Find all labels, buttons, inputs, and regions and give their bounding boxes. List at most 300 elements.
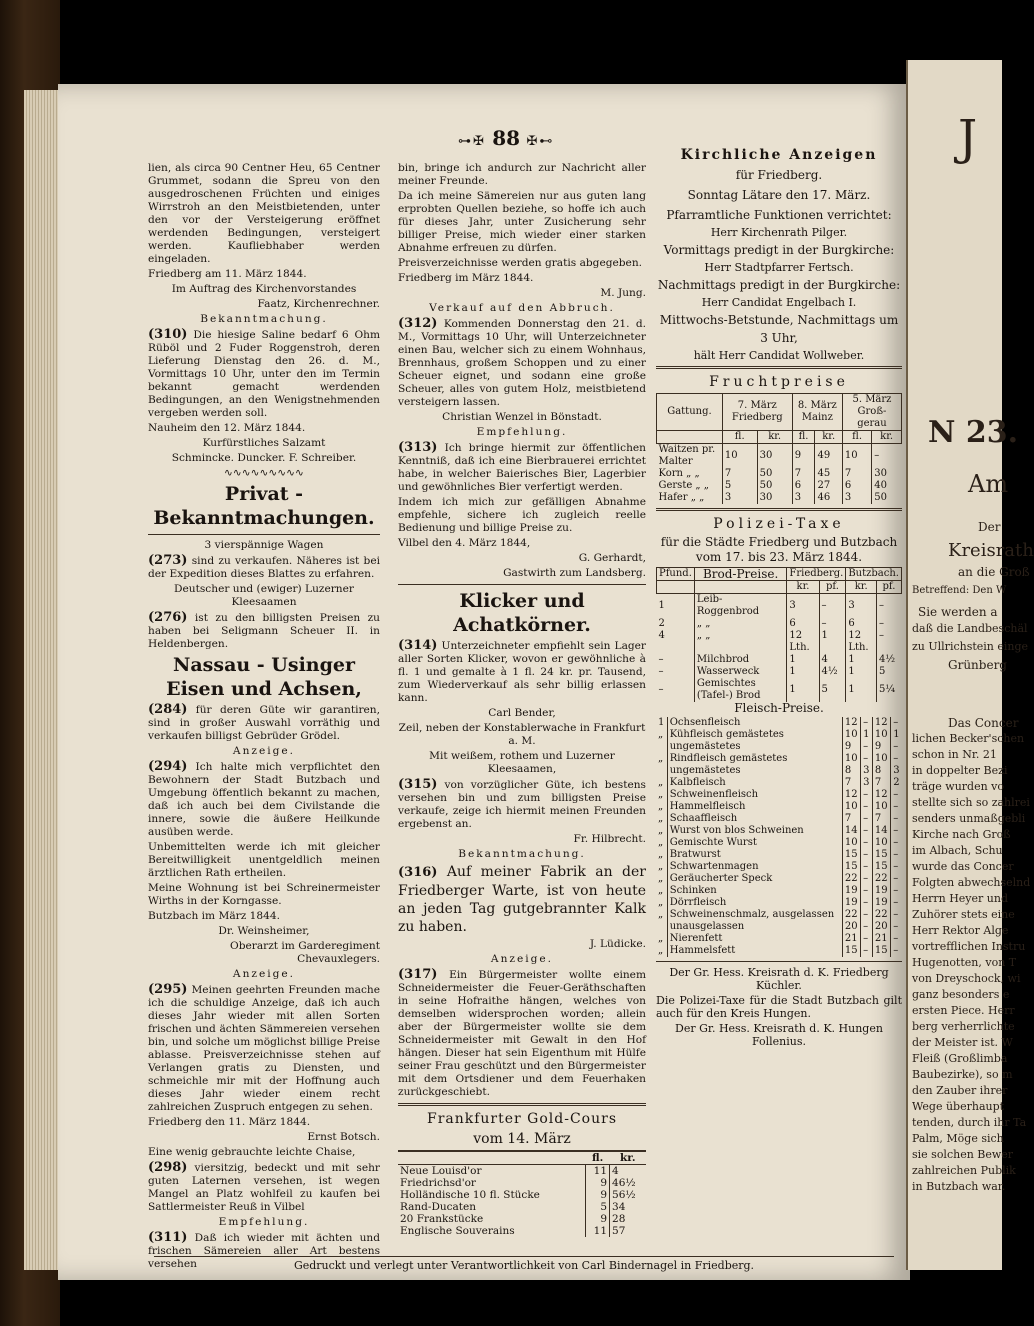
ad-heading-klicker: Klicker und Achatkörner. — [453, 590, 591, 636]
table-cell: 7 — [842, 813, 860, 825]
table-cell: Rindfleisch gemästetes — [667, 753, 842, 765]
table-row — [656, 753, 902, 765]
facing-text: Baubezirke), so m — [912, 1068, 1013, 1081]
table-cell: 8 — [872, 765, 890, 777]
section-heading: Anzeige. — [232, 745, 296, 757]
table-cell: – — [861, 897, 873, 909]
table-row — [656, 885, 902, 897]
table-cell: – — [891, 945, 902, 957]
table-cell: Kühfleisch gemästetes — [667, 729, 842, 741]
gold-cours-title: Frankfurter Gold-Cours — [426, 1111, 617, 1127]
table-cell: 7 — [872, 777, 890, 789]
table-cell — [657, 642, 695, 654]
table-cell: 19 — [842, 897, 860, 909]
table-cell: ungemästetes — [667, 741, 842, 753]
table-row: Holländische 10 fl. Stücke 9 56½ — [398, 1189, 646, 1201]
table-cell: 10 — [872, 837, 890, 849]
table-header: Friedberg. — [787, 568, 846, 581]
imprint-footer: Gedruckt und verlegt unter Verantwortlichkeit von Carl Bindernagel in Friedberg. — [154, 1256, 894, 1272]
facing-text: tenden, durch ihr Ta — [912, 1116, 1027, 1129]
notice-text: Da ich meine Sämereien nur aus guten lang erprobten Quellen beziehe, so hoffe ich auch für dieses Jahr, unter Zusicherung sehr billiger Preise, mich wieder einer starken Abnahme erfreuen zu dürfen. — [398, 190, 646, 254]
kirchliche-title: Kirchliche Anzeigen — [680, 147, 878, 163]
table-header: fl. — [591, 1152, 604, 1164]
notice-signature: Dr. Weinsheimer, — [218, 925, 310, 937]
table-header: Butzbach. — [846, 568, 902, 581]
table-cell: 1 — [861, 729, 873, 741]
notice-314: (314) Unterzeichneter empfiehlt sein Lager aller Sorten Klicker, wovon er gewöhnliche à fl. 1 und gemalte à 1 fl. 24 kr. pr. Tausend, zum Wiederverkauf als sehr billig erlassen kann. — [398, 638, 646, 704]
table-cell: 10 — [872, 729, 890, 741]
facing-text: Kreisrath — [948, 540, 1034, 561]
notice-text: Indem ich mich zur gefälligen Abnahme empfehle, sichere ich zugleich reelle Bedienung und billige Preise zu. — [398, 496, 646, 534]
polizei-taxe-title: Polizei-Taxe — [713, 516, 845, 532]
pfarr-name: Herr Kirchenrath Pilger. — [710, 226, 848, 239]
table-cell: „ — [658, 813, 664, 824]
table-header: Gattung. — [657, 394, 723, 431]
fruchtpreise-title: Fruchtpreise — [709, 374, 849, 390]
table-cell: – — [819, 594, 846, 619]
table-cell: Hammelfleisch — [667, 801, 842, 813]
table-cell: – — [891, 837, 902, 849]
table-cell: 12 — [787, 630, 819, 642]
table-cell: 1 — [787, 678, 819, 702]
notice-date: Nauheim den 12. März 1844. — [148, 422, 306, 434]
notice-text: Preisverzeichnisse werden gratis abgegeben. — [398, 257, 643, 269]
table-header: Brod-Preise. — [694, 568, 787, 581]
facing-text: senders unmaßgebli — [912, 812, 1026, 825]
notice-276: (276) ist zu den billigsten Preisen zu haben bei Seligmann Scheuer II. in Heldenbergen. — [148, 610, 380, 650]
table-cell: – — [819, 618, 846, 630]
notice-311: (311) Daß ich wieder mit ächten und frischen Sämereien aller Art bestens versehen — [148, 1230, 381, 1270]
table-row — [656, 909, 902, 921]
column-3 — [656, 146, 902, 1050]
table-row: Korn „ „ 7 50 7 45 7 30 — [657, 468, 902, 480]
table-cell: 10 — [872, 801, 890, 813]
table-cell — [656, 741, 667, 753]
notice-signature: Fr. Hilbrecht. — [573, 833, 646, 845]
table-cell: – — [658, 684, 664, 695]
table-cell: 1 — [787, 666, 819, 678]
facing-text: stellte sich so zahlrei — [912, 796, 1030, 809]
facing-page — [906, 60, 1034, 1270]
divider — [398, 1103, 646, 1106]
facing-text: Zuhörer stets eine — [912, 908, 1015, 921]
section-heading: Anzeige. — [490, 953, 554, 965]
table-row: Neue Louisd'or 11 4 — [398, 1165, 646, 1178]
table-cell — [694, 642, 787, 654]
table-cell: 15 — [842, 861, 860, 873]
issue-number: N 23. — [928, 415, 1019, 450]
note: Die Polizei-Taxe für die Stadt Butzbach gilt auch für den Kreis Hungen. — [656, 994, 902, 1020]
table-cell: „ — [658, 885, 664, 896]
table-row — [656, 729, 902, 741]
notice-316: (316) Auf meiner Fabrik an der Friedberger Warte, ist von heute an jeden Tag gutgebrannter Kalk zu haben. — [398, 864, 646, 935]
notice-298: (298) viersitzig, bedeckt und mit sehr guten Laternen versehen, ist wegen Mangel an Platz wohlfeil zu kaufen bei Sattlermeister Reuß in Vilbel — [148, 1160, 380, 1213]
table-cell: 12 — [872, 789, 890, 801]
table-cell: Schweinenfleisch — [667, 789, 842, 801]
notice-date: Friedberg am 11. März 1844. — [148, 268, 307, 280]
table-cell: Wasserweck — [694, 666, 787, 678]
table-cell: 3 — [861, 765, 873, 777]
gold-cours-table — [398, 1150, 646, 1237]
facing-text: träge wurden vo — [912, 780, 1005, 793]
table-row — [656, 741, 902, 753]
table-cell: 14 — [842, 825, 860, 837]
table-cell: Kalbfleisch — [667, 777, 842, 789]
table-cell: – — [861, 885, 873, 897]
table-cell: „ „ — [694, 630, 787, 642]
facing-text: Folgten abwechselnd — [912, 876, 1031, 889]
facing-text: Grünberg — [948, 658, 1007, 672]
table-row — [656, 921, 902, 933]
notice-date: Vilbel den 4. März 1844, — [398, 537, 531, 549]
notice-313: (313) Ich bringe hiermit zur öffentlichen Kenntniß, daß ich eine Bierbrauerei errichtet habe, in welcher Baierisches Bier, Lagerbier und gewöhnliches Bier verfertigt werden. — [398, 440, 646, 493]
table-cell: unausgelassen — [667, 921, 842, 933]
table-cell: „ — [658, 825, 664, 836]
facing-text: zahlreichen Publik — [912, 1164, 1016, 1177]
table-cell: 14 — [872, 825, 890, 837]
table-cell: 4 — [819, 654, 846, 666]
table-row — [656, 837, 902, 849]
table-cell: 1 — [658, 717, 665, 728]
table-cell: 10 — [842, 729, 860, 741]
table-cell: Lth. — [846, 642, 877, 654]
gold-cours-date: vom 14. März — [473, 1131, 571, 1147]
table-cell: 1 — [891, 729, 902, 741]
signature: Der Gr. Hess. Kreisrath d. K. Friedberg Küchler. — [669, 966, 889, 992]
table-cell: 15 — [842, 849, 860, 861]
table-cell: 19 — [872, 885, 890, 897]
notice-signature: Kurfürstliches Salzamt — [202, 437, 326, 449]
table-cell: 3 — [787, 594, 819, 619]
facing-text: im Albach, Schu — [912, 844, 1003, 857]
table-cell: – — [658, 654, 664, 665]
notice-signature: Gastwirth zum Landsberg. — [503, 567, 646, 579]
table-cell: 21 — [872, 933, 890, 945]
table-cell: – — [891, 753, 902, 765]
table-cell: Wurst von blos Schweinen — [667, 825, 842, 837]
table-cell: – — [891, 825, 902, 837]
notice-signature: Christian Wenzel in Bönstadt. — [442, 411, 602, 423]
table-cell: 3 — [861, 777, 873, 789]
facing-text: Das Concer — [948, 716, 1019, 730]
facing-text: Betreffend: Den W — [912, 585, 1007, 596]
column-2 — [398, 162, 646, 1237]
notice-text: bin, bringe ich andurch zur Nachricht aller meiner Freunde. — [398, 162, 646, 187]
table-cell: – — [891, 921, 902, 933]
divider — [148, 534, 380, 535]
facing-text: Hugenotten, von T — [912, 956, 1017, 969]
table-cell: „ — [658, 897, 664, 908]
table-cell: 10 — [872, 753, 890, 765]
table-cell: – — [861, 825, 873, 837]
facing-text: ersten Piece. Herr — [912, 1004, 1015, 1017]
mittwoch-name: hält Herr Candidat Wollweber. — [693, 349, 865, 362]
table-cell: 10 — [842, 801, 860, 813]
table-cell: 7 — [872, 813, 890, 825]
table-row — [656, 717, 902, 729]
facing-text: Fleiß (Großlimba — [912, 1052, 1008, 1065]
table-cell: 6 — [846, 618, 877, 630]
facing-text: ganz besonders e — [912, 988, 1010, 1001]
table-cell: 7 — [842, 777, 860, 789]
table-cell: 10 — [842, 837, 860, 849]
table-cell: Lth. — [787, 642, 819, 654]
table-cell: „ — [658, 837, 664, 848]
table-cell: 1 — [846, 666, 877, 678]
table-cell: – — [891, 849, 902, 861]
table-cell: – — [861, 909, 873, 921]
table-cell: 1 — [846, 654, 877, 666]
table-cell: – — [861, 933, 873, 945]
table-row — [657, 642, 902, 654]
ad-heading: Deutscher und (ewiger) Luzerner Kleesaamen — [174, 583, 354, 608]
table-cell: – — [861, 741, 873, 753]
notice-date: Friedberg den 11. März 1844. — [148, 1116, 311, 1128]
table-row — [656, 789, 902, 801]
notice-273: (273) sind zu verkaufen. Näheres ist bei der Expedition dieses Blattes zu erfahren. — [148, 553, 380, 580]
table-cell: – — [861, 837, 873, 849]
table-row — [656, 897, 902, 909]
table-row — [656, 777, 902, 789]
table-cell: – — [861, 717, 873, 729]
divider — [656, 366, 902, 369]
table-cell: Nierenfett — [667, 933, 842, 945]
table-cell: 10 — [842, 753, 860, 765]
table-cell: „ — [658, 801, 664, 812]
notice-signature: Schmincke. Duncker. F. Schreiber. — [171, 452, 357, 464]
table-cell: – — [891, 885, 902, 897]
table-cell: Schweinenschmalz, ausgelassen — [667, 909, 842, 921]
table-cell: „ — [658, 729, 664, 740]
table-cell: 2 — [891, 777, 902, 789]
notice-284: (284) für deren Güte wir garantiren, sind in großer Auswahl vorräthig und verkaufen billigst Gebrüder Grödel. — [148, 702, 380, 742]
table-cell: – — [861, 921, 873, 933]
table-header: Pfund. — [657, 568, 695, 581]
table-row — [657, 630, 902, 642]
notice-text: lien, als circa 90 Centner Heu, 65 Centner Grummet, sodann die Spreu von den ausgedroschenen Früchten und einiges Wirrstroh an den Meistbietenden, unter den vor der Versteigerung eröffnet werdenden Bedingungen, versteigert werden. Kaufliebhaber werden eingeladen. — [148, 162, 380, 265]
table-cell: 19 — [842, 885, 860, 897]
notice-date: Friedberg im März 1844. — [398, 272, 534, 284]
table-cell: Schinken — [667, 885, 842, 897]
table-cell — [819, 642, 846, 654]
section-heading: Bekanntmachung. — [200, 313, 328, 325]
table-cell: 15 — [872, 861, 890, 873]
table-cell: Gemischtes (Tafel-) Brod — [694, 678, 787, 702]
table-cell: 9 — [872, 741, 890, 753]
table-cell: – — [891, 801, 902, 813]
section-heading: Verkauf auf den Abbruch. — [429, 302, 615, 314]
table-row — [657, 654, 902, 666]
table-cell: Leib-Roggenbrod — [694, 594, 787, 619]
table-cell: 9 — [842, 741, 860, 753]
table-cell: – — [891, 897, 902, 909]
table-cell: 19 — [872, 897, 890, 909]
vormittag-line: Vormittags predigt in der Burgkirche: — [663, 243, 895, 257]
table-cell: 4½ — [877, 654, 902, 666]
polizei-taxe-subtitle: für die Städte Friedberg und Butzbach vom 17. bis 23. März 1844. — [660, 535, 898, 564]
table-header: 5. März Groß-gerau — [842, 394, 901, 431]
facing-text: an die Groß — [958, 565, 1030, 579]
facing-text: Sie werden a — [918, 605, 998, 619]
facing-text: lichen Becker'schen — [912, 732, 1025, 745]
table-row: 20 Frankstücke 9 28 — [398, 1213, 646, 1225]
table-cell — [656, 765, 667, 777]
table-row — [656, 933, 902, 945]
sonntag-line: Sonntag Lätare den 17. März. — [687, 188, 871, 202]
table-cell: 1 — [658, 600, 665, 611]
table-cell: 5 — [877, 666, 902, 678]
table-row: Rand-Ducaten 5 34 — [398, 1201, 646, 1213]
table-cell: 15 — [872, 849, 890, 861]
table-row — [657, 678, 902, 702]
table-cell: 12 — [842, 717, 860, 729]
table-cell: – — [891, 813, 902, 825]
table-cell: Geräucherter Speck — [667, 873, 842, 885]
kirchliche-subtitle: für Friedberg. — [735, 168, 823, 182]
fleischpreise-table — [656, 717, 902, 957]
table-row — [656, 873, 902, 885]
facing-text: Kirche nach Groß — [912, 828, 1011, 841]
newspaper-page — [58, 84, 910, 1280]
table-cell: 22 — [872, 909, 890, 921]
table-cell: – — [861, 849, 873, 861]
notice-signature: J. Lüdicke. — [589, 938, 646, 950]
table-header: kr. — [620, 1152, 636, 1164]
table-row — [657, 594, 902, 619]
column-1 — [148, 162, 380, 1273]
table-cell: „ — [658, 873, 664, 884]
table-cell: 21 — [842, 933, 860, 945]
facing-text: Herr Rektor Alge — [912, 924, 1009, 937]
notice-signature: Oberarzt im Garderegiment Chevauxlegers. — [230, 940, 380, 965]
facing-text: von Dreyschock, wi — [912, 972, 1021, 985]
table-cell: – — [877, 618, 902, 630]
page-number: ⊶✠ 88 ✠⊷ — [458, 126, 555, 150]
table-cell: 8 — [842, 765, 860, 777]
table-cell: 5 — [819, 678, 846, 702]
page-stack-edge — [24, 90, 60, 1270]
ad-heading: Eine wenig gebrauchte leichte Chaise, — [148, 1146, 356, 1158]
table-cell: Schaaffleisch — [667, 813, 842, 825]
notice-date: Butzbach im März 1844. — [148, 910, 280, 922]
table-cell: „ — [658, 849, 664, 860]
table-cell: 15 — [872, 945, 890, 957]
nachmittag-line: Nachmittags predigt in der Burgkirche: — [657, 278, 901, 292]
table-row — [657, 666, 902, 678]
ornament-divider: ∿∿∿∿∿∿∿∿∿ — [224, 467, 304, 479]
privat-heading: Privat - Bekanntmachungen. — [153, 483, 375, 529]
table-cell: Milchbrod — [694, 654, 787, 666]
vormittag-name: Herr Stadtpfarrer Fertsch. — [704, 261, 854, 274]
notice-signature: Im Auftrag des Kirchenvorstandes — [171, 283, 357, 295]
brodpreise-table: Pfund. Brod-Preise. Friedberg. Butzbach. kr. pf. kr. pf. 1 Leib-Roggenbrod 3 – 3 – 2 „ „ 6 – 6 – 4 „ „ 12 1 12 – Lth. Lth. – Milchbrod 1 4 1 4½ – Wasserweck 1 4½ 1 5 – Gemischtes (Tafel-) Brod 1 5 1 5¼ — [656, 567, 902, 702]
table-cell: 20 — [842, 921, 860, 933]
notice-312: (312) Kommenden Donnerstag den 21. d. M., Vormittags 10 Uhr, will Unterzeichneter einen Bau, welcher sich zu einem Wohnhaus, Brennhaus, großem Schoppen und zu einer Scheuer eignet, und sodann eine große Scheuer, alles von gutem Holz, meistbietend versteigern lassen. — [398, 316, 647, 408]
facing-text: in Butzbach war. — [912, 1180, 1006, 1193]
table-cell: 3 — [846, 594, 877, 619]
table-cell: 22 — [872, 873, 890, 885]
table-cell: – — [891, 873, 902, 885]
divider — [656, 508, 902, 511]
masthead-fragment: J — [958, 110, 978, 166]
table-cell: – — [861, 789, 873, 801]
table-cell: „ — [658, 909, 664, 920]
notice-signature: M. Jung. — [600, 287, 646, 299]
divider — [398, 584, 646, 585]
notice-signature: Carl Bender, — [488, 707, 556, 719]
ad-heading-nassau: Nassau - Usinger Eisen und Achsen, — [166, 654, 362, 700]
table-cell: Ochsenfleisch — [667, 717, 842, 729]
page-number-value: 88 — [492, 126, 521, 150]
section-heading: Empfehlung. — [218, 1216, 310, 1228]
facing-text: sie solchen Bewer — [912, 1148, 1014, 1161]
notice-signature: Ernst Botsch. — [307, 1131, 380, 1143]
table-row: Englische Souverains 11 57 — [398, 1225, 646, 1237]
notice-310: (310) Die hiesige Saline bedarf 6 Ohm Rüböl und 2 Fuder Roggenstroh, deren Lieferung Dienstag den 26. d. M., Vormittags 10 Uhr, unter den im Termin bekannt gemacht werdenden Bedingungen, an den Wenigstnehmenden vergeben werden soll. — [148, 327, 381, 419]
table-cell: 15 — [842, 945, 860, 957]
table-row — [656, 801, 902, 813]
section-heading: Empfehlung. — [476, 426, 568, 438]
table-cell: 12 — [846, 630, 877, 642]
table-row: Waitzen pr. Malter 10 30 9 49 10 – — [657, 444, 902, 469]
table-cell: 22 — [842, 873, 860, 885]
facing-text: Am — [968, 470, 1009, 498]
table-cell: 12 — [842, 789, 860, 801]
facing-text: vortrefflichen Instru — [912, 940, 1026, 953]
facing-text: Palm, Möge sich — [912, 1132, 1004, 1145]
table-cell — [656, 921, 667, 933]
table-cell: „ — [658, 777, 664, 788]
ad-heading: Mit weißem, rothem und Luzerner Kleesaamen, — [429, 750, 615, 775]
section-heading: Bekanntmachung. — [458, 848, 586, 860]
table-header: 7. März Friedberg — [722, 394, 792, 431]
table-cell: – — [658, 666, 664, 677]
facing-text: schon in Nr. 21 — [912, 748, 997, 761]
facing-text: daß die Landbeschäl — [912, 622, 1028, 635]
table-cell: – — [861, 873, 873, 885]
facing-text: Der — [978, 520, 1001, 534]
table-row — [656, 825, 902, 837]
table-cell: – — [877, 630, 902, 642]
notice-signature: Zeil, neben der Konstablerwache in Frankfurt a. M. — [398, 722, 646, 747]
facing-text: zu Ullrichstein einge — [912, 640, 1029, 653]
mittwoch-line: Mittwochs-Betstunde, Nachmittags um 3 Uhr, — [659, 313, 899, 345]
table-cell: 1 — [846, 678, 877, 702]
facing-text: den Zauber ihrer — [912, 1084, 1008, 1097]
table-cell: – — [891, 717, 902, 729]
table-row — [656, 765, 902, 777]
table-cell: 6 — [787, 618, 819, 630]
table-cell: 22 — [842, 909, 860, 921]
ad-heading: 3 vierspännige Wagen — [204, 539, 324, 551]
notice-294: (294) Ich halte mich verpflichtet den Bewohnern der Stadt Butzbach und Umgebung öffentlich bekannt zu machen, daß ich auch bei dem Civilstande die innere, sowie die äußere Heilkunde ausüben werde. — [148, 759, 380, 838]
table-cell: 2 — [658, 618, 665, 629]
signature: Der Gr. Hess. Kreisrath d. K. Hungen Follenius. — [675, 1022, 883, 1048]
table-cell: 1 — [787, 654, 819, 666]
table-row: Gerste „ „ 5 50 6 27 6 40 — [657, 480, 902, 492]
facing-text: Wege überhaupt — [912, 1100, 1005, 1113]
notice-text: Meine Wohnung ist bei Schreinermeister Wirths in der Korngasse. — [148, 882, 380, 907]
table-cell: „ — [658, 789, 664, 800]
fruchtpreise-table: Gattung. 7. März Friedberg 8. März Mainz 5. März Groß-gerau fl. kr. fl. kr. fl. kr. Waitzen pr. Malter 10 30 9 49 10 – Korn „ „ 7 50 7 45 7 30 Gerste „ „ 5 50 6 27 6 40 Hafer „ „ 3 30 3 46 3 50 — [656, 393, 902, 504]
table-row — [656, 813, 902, 825]
table-row: Friedrichsd'or 9 46½ — [398, 1177, 646, 1189]
divider — [656, 961, 902, 962]
facing-text: Herrn Heyer und — [912, 892, 1008, 905]
table-cell: 4½ — [819, 666, 846, 678]
table-row — [656, 945, 902, 957]
table-cell: – — [891, 933, 902, 945]
